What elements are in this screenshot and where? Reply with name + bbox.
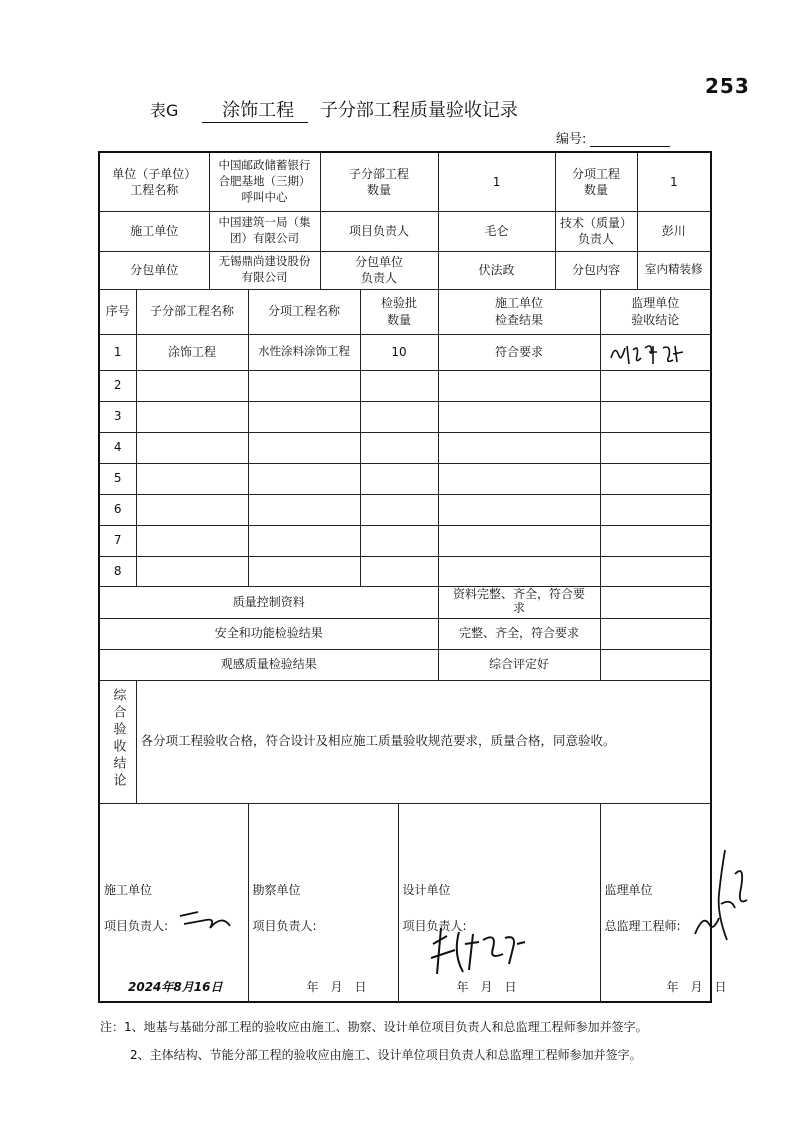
- sig-survey-unit: 勘察单位: [252, 882, 301, 897]
- row-count: [360, 525, 438, 556]
- row-verdict: [600, 494, 711, 525]
- pm-label: 项目负责人: [320, 211, 438, 251]
- row-no: 7: [99, 525, 136, 556]
- sig-construction-unit: 施工单位: [104, 882, 153, 897]
- sig-survey-date: 年 月 日: [306, 979, 367, 994]
- table-row: [99, 432, 711, 463]
- summary-row-qc: [99, 586, 711, 618]
- unit-value: 中国邮政储蓄银行 合肥基地（三期） 呼叫中心: [209, 152, 320, 211]
- row-sub: [136, 525, 248, 556]
- visual-empty: [600, 649, 711, 680]
- itemcount-value: 1: [637, 152, 711, 211]
- summary-row-safety: [99, 618, 711, 649]
- sub-pm-value: 伏法政: [438, 251, 555, 289]
- info-row-constructor: [99, 211, 711, 251]
- header-verdict: 监理单位 验收结论: [600, 289, 711, 334]
- table-row: [99, 556, 711, 586]
- row-check: [438, 370, 600, 401]
- row-no: 4: [99, 432, 136, 463]
- header-subproject: 子分部工程名称: [136, 289, 248, 334]
- row-sub: [136, 370, 248, 401]
- subcount-value: 1: [438, 152, 555, 211]
- conclusion-text: 各分项工程验收合格，符合设计及相应施工质量验收规范要求，质量合格，同意验收。: [136, 680, 711, 803]
- conclusion-label-text: 综合验收结论: [110, 688, 126, 791]
- header-count: 检验批 数量: [360, 289, 438, 334]
- row-check: [438, 494, 600, 525]
- itemcount-label: 分项工程 数量: [555, 152, 637, 211]
- row-no: 5: [99, 463, 136, 494]
- subcount-label: 子分部工程 数量: [320, 152, 438, 211]
- row-item: [248, 432, 360, 463]
- row-item: 水性涂料涂饰工程: [248, 334, 360, 370]
- row-check: 符合要求: [438, 334, 600, 370]
- row-verdict: [600, 432, 711, 463]
- row-verdict: [600, 370, 711, 401]
- signature-row: [99, 803, 711, 1002]
- subcontractor-label: 分包单位: [99, 251, 209, 289]
- unit-label: 单位（子单位） 工程名称: [99, 152, 209, 211]
- row-verdict: [600, 401, 711, 432]
- sig-design-date: 年 月 日: [456, 979, 517, 994]
- design-pm-signature: [413, 914, 533, 984]
- safety-value: 完整、齐全，符合要求: [438, 618, 600, 649]
- row-no: 8: [99, 556, 136, 586]
- qc-empty: [600, 586, 711, 618]
- sig-design-person: 项目负责人:: [402, 918, 467, 933]
- safety-label: 安全和功能检验结果: [99, 618, 438, 649]
- sig-supervision-date: 年 月 日: [666, 979, 727, 994]
- row-count: [360, 370, 438, 401]
- conclusion-label: [99, 680, 136, 803]
- row-sub: 涂饰工程: [136, 334, 248, 370]
- table-row: [99, 525, 711, 556]
- sig-supervision: [600, 803, 727, 1002]
- sig-construction-date: 2024年8月16日: [128, 979, 223, 994]
- page-number: 253: [705, 74, 750, 98]
- serial-line: [590, 132, 670, 147]
- sig-supervision-person: 总监理工程师:: [604, 918, 681, 933]
- row-no: 3: [99, 401, 136, 432]
- construction-pm-signature: [176, 904, 236, 934]
- constructor-value: 中国建筑一局（集 团）有限公司: [209, 211, 320, 251]
- row-verdict: [600, 334, 711, 370]
- table-row: [99, 494, 711, 525]
- row-verdict: [600, 463, 711, 494]
- row-sub: [136, 494, 248, 525]
- sig-supervision-unit: 监理单位: [604, 882, 653, 897]
- row-sub: [136, 432, 248, 463]
- sub-pm-label: 分包单位 负责人: [320, 251, 438, 289]
- note-1: 注：1、地基与基础分部工程的验收应由施工、勘察、设计单位项目负责人和总监理工程师参加并签字。: [100, 1020, 648, 1034]
- sig-survey-person: 项目负责人:: [252, 918, 317, 933]
- table-row: [99, 401, 711, 432]
- header-no: 序号: [99, 289, 136, 334]
- row-sub: [136, 556, 248, 586]
- row-count: [360, 556, 438, 586]
- row-count: [360, 432, 438, 463]
- note-2: 2、主体结构、节能分部工程的验收应由施工、设计单位项目负责人和总监理工程师参加并签字。: [130, 1048, 642, 1062]
- page-title: [150, 96, 670, 123]
- qc-value: 资料完整、齐全，符合要 求: [438, 586, 600, 618]
- row-count: [360, 401, 438, 432]
- row-no: 1: [99, 334, 136, 370]
- tech-label: 技术（质量） 负责人: [555, 211, 637, 251]
- visual-label: 观感质量检验结果: [99, 649, 438, 680]
- row-sub: [136, 463, 248, 494]
- safety-empty: [600, 618, 711, 649]
- table-row: [99, 370, 711, 401]
- row-sub: [136, 401, 248, 432]
- row-item: [248, 556, 360, 586]
- handwritten-verdict-signature: [607, 338, 697, 368]
- row-check: [438, 463, 600, 494]
- summary-row-visual: [99, 649, 711, 680]
- title-prefix: 表G: [150, 101, 179, 120]
- row-check: [438, 432, 600, 463]
- row-item: [248, 370, 360, 401]
- sig-design: [398, 803, 600, 1002]
- serial-label: 编号:: [556, 132, 587, 147]
- row-count: 10: [360, 334, 438, 370]
- row-count: [360, 494, 438, 525]
- sub-scope-value: 室内精装修: [637, 251, 711, 289]
- table-row: [99, 463, 711, 494]
- row-item: [248, 494, 360, 525]
- row-verdict: [600, 556, 711, 586]
- conclusion-row: [99, 680, 711, 803]
- row-check: [438, 401, 600, 432]
- tech-value: 彭川: [637, 211, 711, 251]
- info-row-subcontractor: [99, 251, 711, 289]
- header-check: 施工单位 检查结果: [438, 289, 600, 334]
- row-item: [248, 463, 360, 494]
- row-item: [248, 401, 360, 432]
- visual-value: 综合评定好: [438, 649, 600, 680]
- title-subproject: 涂饰工程: [202, 96, 308, 123]
- sig-design-unit: 设计单位: [402, 882, 451, 897]
- sig-survey: [248, 803, 398, 1002]
- serial-number: [556, 128, 670, 147]
- pm-value: 毛仑: [438, 211, 555, 251]
- row-verdict: [600, 525, 711, 556]
- subcontractor-value: 无锡鼎尚建设股份 有限公司: [209, 251, 320, 289]
- row-item: [248, 525, 360, 556]
- constructor-label: 施工单位: [99, 211, 209, 251]
- title-suffix: 子分部工程质量验收记录: [319, 100, 518, 121]
- sig-construction-person: 项目负责人:: [104, 918, 169, 933]
- sub-scope-label: 分包内容: [555, 251, 637, 289]
- acceptance-table: [98, 151, 727, 1003]
- row-check: [438, 556, 600, 586]
- table-row: [99, 334, 711, 370]
- row-count: [360, 463, 438, 494]
- row-no: 6: [99, 494, 136, 525]
- table-header-row: [99, 289, 711, 334]
- chief-supervisor-signature: [685, 844, 755, 954]
- header-item: 分项工程名称: [248, 289, 360, 334]
- qc-label: 质量控制资料: [99, 586, 438, 618]
- info-row-unit: [99, 152, 711, 211]
- sig-construction: [99, 803, 248, 1002]
- row-check: [438, 525, 600, 556]
- row-no: 2: [99, 370, 136, 401]
